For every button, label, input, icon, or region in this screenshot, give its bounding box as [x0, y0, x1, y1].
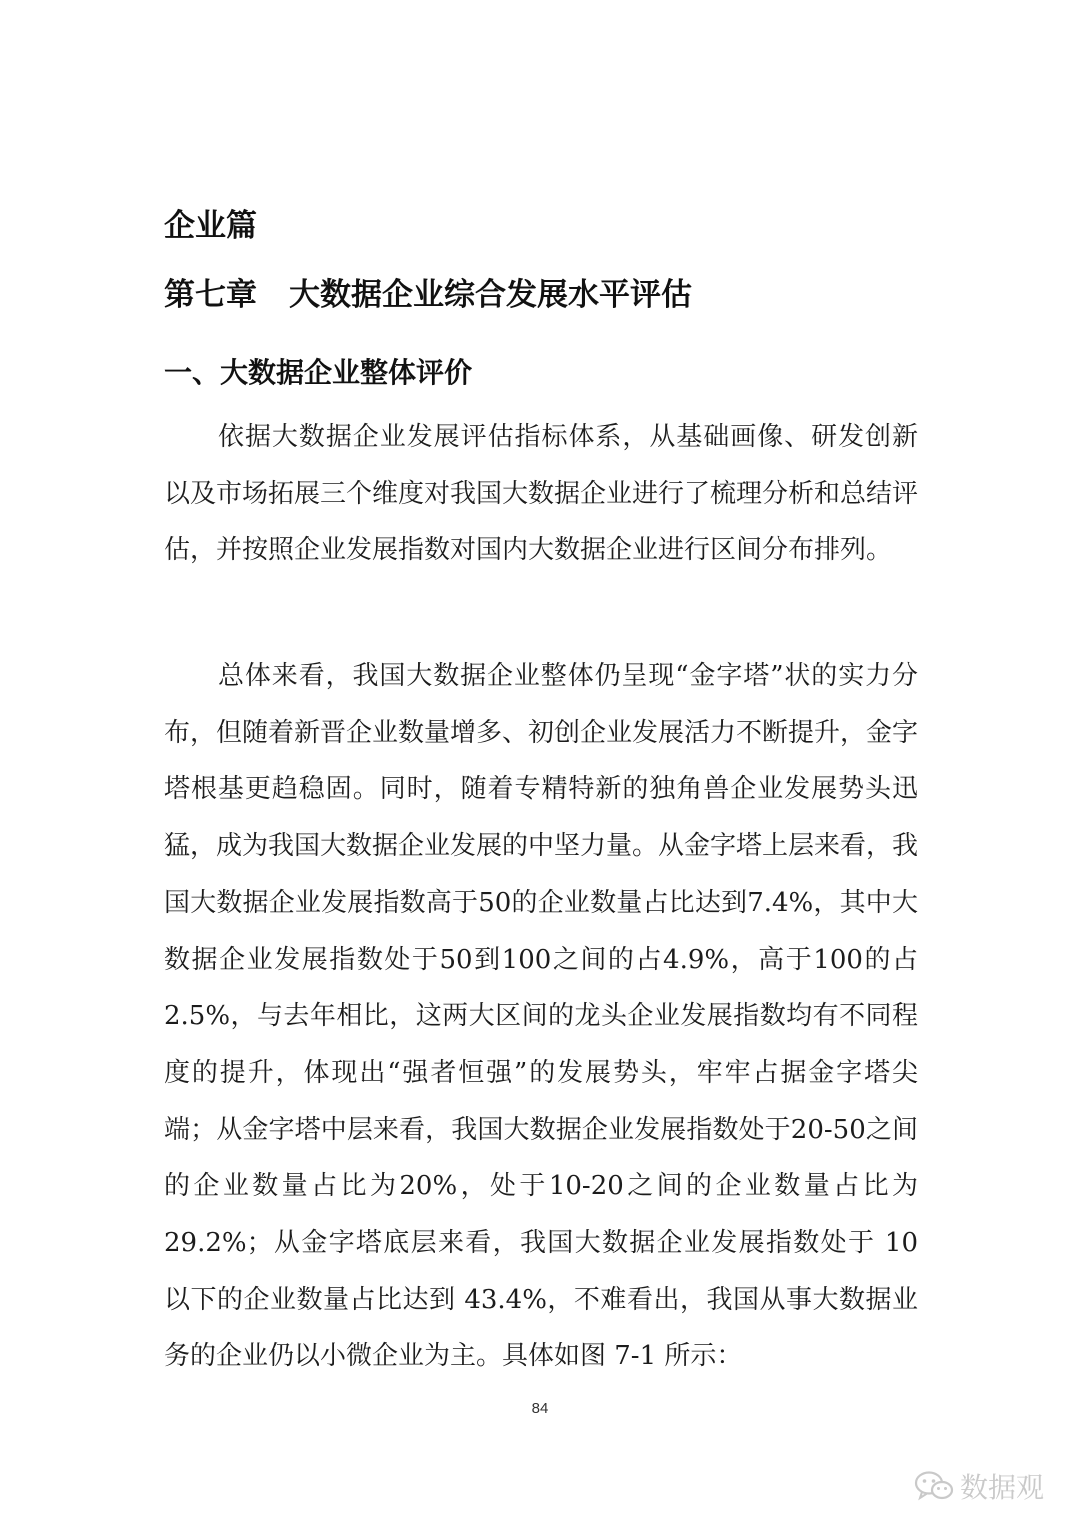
page-number: 84	[531, 1400, 549, 1417]
paragraph-1: 依据大数据企业发展评估指标体系，从基础画像、研发创新以及市场拓展三个维度对我国大数据企业进行了梳理分析和总结评估，并按照企业发展指数对国内大数据企业进行区间分布排列。	[164, 422, 919, 566]
chapter-title	[164, 272, 692, 318]
watermark-text: 数据观	[959, 1471, 1044, 1504]
chapter-number: 第七章	[164, 277, 257, 313]
part-title: 企业篇	[164, 208, 257, 244]
chapter-title-text: 大数据企业综合发展水平评估	[289, 277, 692, 313]
watermark	[914, 1466, 1044, 1506]
section-title: 一、大数据企业整体评价	[164, 356, 473, 389]
wechat-icon	[914, 1470, 954, 1502]
paragraph-2: 总体来看，我国大数据企业整体仍呈现“金字塔”状的实力分布，但随着新晋企业数量增多、初创企业发展活力不断提升，金字塔根基更趋稳固。同时，随着专精特新的独角兽企业发展势头迅猛，成为我国大数据企业发展的中坚力量。从金字塔上层来看，我国大数据企业发展指数高于50的企业数量占比达到7.4%，其中大数据企业发展指数处于50到100之间的占4.9%，高于100的占 2.5%，与去年相比，这两大区间的龙头企业发展指数均有不同程度的提升，体现出“强者恒强”的发展势头，牢牢占据金字塔尖端；从金字塔中层来看，我国大数据企业发展指数处于20-50之间的企业数量占比为20%，处于10-20之间的企业数量占比为29.2%；从金字塔底层来看，我国大数据企业发展指数处于 10 以下的企业数量占比达到 43.4%，不难看出，我国从事大数据业务的企业仍以小微企业为主。具体如图 7-1 所示：	[164, 661, 919, 1372]
